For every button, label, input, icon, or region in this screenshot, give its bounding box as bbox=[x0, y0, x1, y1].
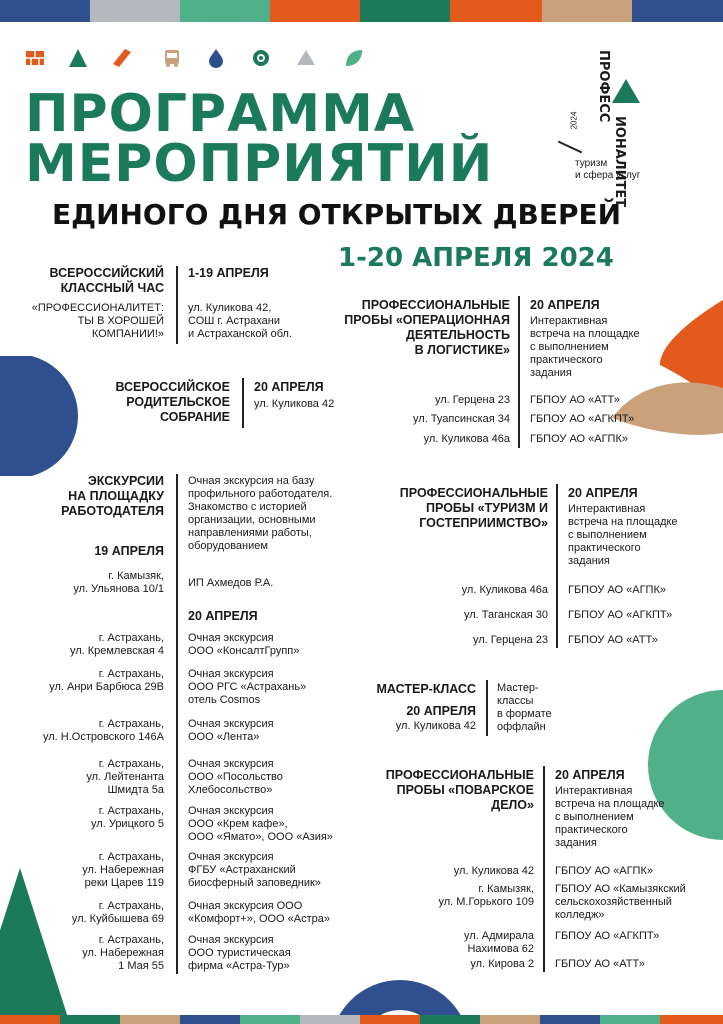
bus-icon bbox=[162, 48, 182, 68]
tourism-d2: встреча на площадке bbox=[568, 516, 678, 528]
target-icon bbox=[251, 48, 271, 68]
logistics-d5: задания bbox=[530, 367, 572, 379]
excursions-i4: организации, основными bbox=[188, 514, 316, 526]
class-hour-heading bbox=[10, 266, 164, 296]
cooking-addr-2a: г. Камызяк, bbox=[478, 883, 534, 895]
excursion-address-line: ул. Кремлевская 4 bbox=[69, 645, 164, 657]
brand-year: 2024 bbox=[569, 111, 579, 130]
title-line1: ПРОГРАММА bbox=[25, 84, 416, 144]
class-hour-sub2: ТЫ В ХОРОШЕЙ bbox=[77, 315, 164, 327]
excursions-h2: НА ПЛОЩАДКУ bbox=[68, 489, 164, 503]
logistics-addr-3: ул. Куликова 46а bbox=[423, 433, 510, 445]
master-date: 20 АПРЕЛЯ bbox=[406, 704, 476, 718]
excursion-address-line: ул. Н.Островского 146А bbox=[42, 731, 164, 743]
cooking-heading bbox=[340, 768, 534, 813]
tourism-addr-1: ул. Куликова 46а bbox=[461, 584, 548, 596]
excursion-org-line: Очная экскурсия bbox=[188, 934, 274, 946]
excursions-addr0 bbox=[10, 570, 164, 596]
tourism-d1: Интерактивная bbox=[568, 503, 646, 515]
logistics-h2: ПРОБЫ «ОПЕРАЦИОННАЯ bbox=[344, 313, 510, 327]
excursion-org-line: Очная экскурсия bbox=[188, 668, 274, 680]
excursion-address-line: ул. Анри Барбюса 29В bbox=[49, 681, 164, 693]
excursion-address-line: г. Астрахань, bbox=[98, 718, 164, 730]
ruler-icon bbox=[112, 48, 132, 68]
excursion-address bbox=[10, 758, 164, 797]
tan-leaf bbox=[612, 378, 723, 438]
cooking-addr-1: ул. Куликова 42 bbox=[453, 865, 534, 877]
excursions-org0: ИП Ахмедов Р.А. bbox=[188, 577, 274, 589]
excursions-heading bbox=[10, 474, 164, 519]
brand-tag2: и сфера услуг bbox=[575, 170, 641, 181]
cooking-org-1: ГБПОУ АО «АГПК» bbox=[555, 865, 653, 877]
excursions-date1: 19 АПРЕЛЯ bbox=[94, 544, 164, 558]
cooking-addr-3b: Нахимова 62 bbox=[467, 943, 534, 955]
cooking-addr-4: ул. Кирова 2 bbox=[470, 958, 534, 970]
excursion-address-line: г. Астрахань, bbox=[98, 900, 164, 912]
excursions-i3: Знакомство с историей bbox=[188, 501, 307, 513]
excursion-address-line: ул. Куйбышева 69 bbox=[71, 913, 164, 925]
excursions-addr0-b: ул. Ульянова 10/1 bbox=[73, 583, 164, 595]
cooking-org-2b: сельскохозяйственный bbox=[555, 896, 672, 908]
excursion-address-line: 1 Мая 55 bbox=[118, 960, 164, 972]
excursions-i1: Очная экскурсия на базу bbox=[188, 475, 315, 487]
tourism-date: 20 АПРЕЛЯ bbox=[568, 486, 638, 500]
excursion-address-line: г. Астрахань, bbox=[98, 632, 164, 644]
parent-date: 20 АПРЕЛЯ bbox=[254, 380, 324, 394]
logistics-d3: с выполнением bbox=[530, 341, 609, 353]
logistics-desc bbox=[530, 315, 640, 380]
logistics-h1: ПРОФЕССИОНАЛЬНЫЕ bbox=[361, 298, 510, 312]
parent-h1: ВСЕРОССИЙСКОЕ bbox=[115, 380, 230, 394]
cooking-org-2a: ГБПОУ АО «Камызякский bbox=[555, 883, 686, 895]
excursion-address bbox=[10, 668, 164, 694]
brand-line2: ИОНАЛИТЕТ bbox=[612, 116, 627, 208]
class-hour-sub3: КОМПАНИИ!» bbox=[91, 328, 164, 340]
excursion-address-line: ул. Набережная bbox=[82, 864, 164, 876]
class-hour-p2: СОШ г. Астрахани bbox=[188, 315, 281, 327]
cooking-divider bbox=[543, 766, 545, 972]
tourism-desc bbox=[568, 503, 678, 568]
excursion-organization bbox=[188, 805, 333, 844]
excursion-org-line: ООО «Ямато», ООО «Азия» bbox=[188, 831, 333, 843]
tourism-org-1: ГБПОУ АО «АГПК» bbox=[568, 584, 666, 596]
master-d4: оффлайн bbox=[497, 721, 546, 733]
brick-icon bbox=[25, 48, 45, 68]
cooking-org-2 bbox=[555, 883, 686, 922]
master-d2: классы bbox=[497, 695, 534, 707]
tourism-d4: практического bbox=[568, 542, 641, 554]
excursion-org-line: «Комфорт+», ООО «Астра» bbox=[188, 913, 331, 925]
excursion-address-line: ул. Урицкого 5 bbox=[91, 818, 164, 830]
excursion-address-line: г. Астрахань, bbox=[98, 805, 164, 817]
logistics-org-3: ГБПОУ АО «АГПК» bbox=[530, 433, 628, 445]
excursion-address-line: г. Астрахань, bbox=[98, 934, 164, 946]
excursion-address-line: г. Астрахань, bbox=[98, 668, 164, 680]
cooking-h2: ПРОБЫ «ПОВАРСКОЕ bbox=[396, 783, 534, 797]
excursions-i2: профильного работодателя. bbox=[188, 488, 333, 500]
class-hour-p1: ул. Куликова 42, bbox=[188, 302, 272, 314]
excursion-address bbox=[10, 934, 164, 973]
excursion-organization bbox=[188, 632, 299, 658]
excursions-intro bbox=[188, 475, 332, 553]
logistics-org-2: ГБПОУ АО «АГКПТ» bbox=[530, 413, 635, 425]
cooking-d3: с выполнением bbox=[555, 811, 634, 823]
master-desc bbox=[497, 682, 552, 734]
excursion-org-line: ООО «Крем кафе», bbox=[188, 818, 288, 830]
class-hour-date: 1-19 АПРЕЛЯ bbox=[188, 266, 269, 280]
tourism-h1: ПРОФЕССИОНАЛЬНЫЕ bbox=[399, 486, 548, 500]
class-hour-h1: ВСЕРОССИЙСКИЙ bbox=[49, 266, 164, 280]
tourism-addr-3: ул. Герцена 23 bbox=[472, 634, 548, 646]
excursion-address-line: г. Астрахань, bbox=[98, 758, 164, 770]
parent-divider bbox=[242, 378, 244, 428]
excursion-organization bbox=[188, 758, 283, 797]
excursion-org-line: Очная экскурсия bbox=[188, 718, 274, 730]
excursions-h3: РАБОТОДАТЕЛЯ bbox=[61, 504, 164, 518]
title-dates: 1-20 АПРЕЛЯ 2024 bbox=[338, 243, 614, 273]
cooking-d5: задания bbox=[555, 837, 597, 849]
tourism-d5: задания bbox=[568, 555, 610, 567]
leaf-icon bbox=[344, 48, 364, 68]
drop-icon bbox=[206, 48, 226, 68]
logistics-d2: встреча на площадке bbox=[530, 328, 640, 340]
tourism-h3: ГОСТЕПРИИМСТВО» bbox=[419, 516, 548, 530]
excursion-address-line: г. Астрахань, bbox=[98, 851, 164, 863]
logistics-addr-1: ул. Герцена 23 bbox=[434, 394, 510, 406]
logistics-d4: практического bbox=[530, 354, 603, 366]
logistics-addr-2: ул. Туапсинская 34 bbox=[413, 413, 510, 425]
excursions-divider bbox=[176, 474, 178, 974]
master-divider bbox=[486, 680, 488, 736]
excursion-org-line: ООО «Лента» bbox=[188, 731, 260, 743]
excursion-org-line: ООО РГС «Астрахань» bbox=[188, 681, 307, 693]
excursions-i5: направлениями работы, bbox=[188, 527, 312, 539]
excursion-address bbox=[10, 805, 164, 831]
brand-tag1: туризм bbox=[575, 158, 608, 169]
tourism-divider bbox=[556, 484, 558, 648]
logistics-date: 20 АПРЕЛЯ bbox=[530, 298, 600, 312]
logistics-h3: ДЕЯТЕЛЬНОСТЬ bbox=[405, 328, 510, 342]
excursion-organization bbox=[188, 851, 321, 890]
parent-h2: РОДИТЕЛЬСКОЕ bbox=[126, 395, 230, 409]
excursion-org-line: Очная экскурсия bbox=[188, 851, 274, 863]
brand-tent-icon bbox=[611, 78, 641, 104]
logistics-heading bbox=[318, 298, 510, 358]
excursion-org-line: Хлебосольство» bbox=[188, 784, 273, 796]
excursion-address-line: Шмидта 5а bbox=[107, 784, 164, 796]
excursions-date2: 20 АПРЕЛЯ bbox=[188, 609, 258, 623]
class-hour-p3: и Астраханской обл. bbox=[188, 328, 293, 340]
cooking-h3: ДЕЛО» bbox=[491, 798, 534, 812]
title-line2: МЕРОПРИЯТИЙ bbox=[25, 134, 494, 194]
excursion-address bbox=[10, 900, 164, 926]
excursion-org-line: отель Cosmos bbox=[188, 694, 261, 706]
excursion-org-line: Очная экскурсия bbox=[188, 805, 274, 817]
excursion-org-line: Очная экскурсия bbox=[188, 758, 274, 770]
cooking-date: 20 АПРЕЛЯ bbox=[555, 768, 625, 782]
cooking-addr-3 bbox=[354, 930, 534, 956]
class-hour-sub1: «ПРОФЕССИОНАЛИТЕТ: bbox=[31, 302, 164, 314]
excursions-i6: оборудованием bbox=[188, 540, 268, 552]
excursion-organization bbox=[188, 900, 330, 926]
excursion-address bbox=[10, 718, 164, 744]
excursion-organization bbox=[188, 668, 306, 707]
class-hour-divider bbox=[176, 266, 178, 344]
excursion-org-line: ООО «Посольство bbox=[188, 771, 283, 783]
logistics-d1: Интерактивная bbox=[530, 315, 608, 327]
logistics-divider bbox=[518, 296, 520, 448]
cooking-org-3: ГБПОУ АО «АГКПТ» bbox=[555, 930, 660, 942]
excursion-org-line: ООО туристическая bbox=[188, 947, 291, 959]
parent-h3: СОБРАНИЕ bbox=[159, 410, 230, 424]
excursions-h1: ЭКСКУРСИИ bbox=[87, 474, 164, 488]
tourism-heading bbox=[356, 486, 548, 531]
cooking-d2: встреча на площадке bbox=[555, 798, 665, 810]
logistics-org-1: ГБПОУ АО «АТТ» bbox=[530, 394, 620, 406]
excursion-org-line: Очная экскурсия bbox=[188, 632, 274, 644]
cooking-addr-2 bbox=[354, 883, 534, 909]
excursion-address-line: ул. Набережная bbox=[82, 947, 164, 959]
cooking-org-2c: колледж» bbox=[555, 909, 605, 921]
parent-place: ул. Куликова 42 bbox=[254, 398, 335, 410]
master-heading: МАСТЕР-КЛАСС bbox=[376, 682, 476, 696]
tent-icon bbox=[68, 48, 88, 68]
brand-tagline bbox=[575, 158, 640, 182]
excursion-organization bbox=[188, 718, 274, 744]
cooking-desc bbox=[555, 785, 665, 850]
excursion-organization bbox=[188, 934, 291, 973]
excursion-org-line: фирма «Астра-Тур» bbox=[188, 960, 290, 972]
class-hour-h2: КЛАССНЫЙ ЧАС bbox=[60, 281, 164, 295]
cooking-org-4: ГБПОУ АО «АТТ» bbox=[555, 958, 645, 970]
cooking-addr-3a: ул. Адмирала bbox=[463, 930, 534, 942]
mountain-icon bbox=[296, 48, 316, 68]
class-hour-place bbox=[188, 302, 292, 341]
excursion-address-line: реки Царев 119 bbox=[84, 877, 164, 889]
master-d3: в формате bbox=[497, 708, 552, 720]
title-line3: ЕДИНОГО ДНЯ ОТКРЫТЫХ ДВЕРЕЙ bbox=[52, 198, 622, 231]
tourism-org-3: ГБПОУ АО «АТТ» bbox=[568, 634, 658, 646]
excursion-org-line: Очная экскурсия ООО bbox=[188, 900, 303, 912]
logistics-h4: В ЛОГИСТИКЕ» bbox=[414, 343, 510, 357]
excursions-addr0-a: г. Камызяк, bbox=[108, 570, 164, 582]
tourism-h2: ПРОБЫ «ТУРИЗМ И bbox=[426, 501, 548, 515]
cooking-h1: ПРОФЕССИОНАЛЬНЫЕ bbox=[385, 768, 534, 782]
excursion-address bbox=[10, 851, 164, 890]
master-place: ул. Куликова 42 bbox=[395, 720, 476, 732]
excursion-org-line: ФГБУ «Астраханский bbox=[188, 864, 296, 876]
class-hour-sub bbox=[10, 302, 164, 341]
tourism-addr-2: ул. Таганская 30 bbox=[463, 609, 548, 621]
excursion-org-line: ООО «КонсалтГрупп» bbox=[188, 645, 300, 657]
cooking-d1: Интерактивная bbox=[555, 785, 633, 797]
tourism-d3: с выполнением bbox=[568, 529, 647, 541]
tourism-org-2: ГБПОУ АО «АГКПТ» bbox=[568, 609, 673, 621]
cooking-d4: практического bbox=[555, 824, 628, 836]
master-d1: Мастер- bbox=[497, 682, 539, 694]
excursion-address-line: ул. Лейтенанта bbox=[86, 771, 164, 783]
excursion-org-line: биосферный заповедник» bbox=[188, 877, 321, 889]
excursion-address bbox=[10, 632, 164, 658]
cooking-addr-2b: ул. М.Горького 109 bbox=[438, 896, 534, 908]
navy-half-circle bbox=[0, 356, 80, 476]
parent-meeting-heading bbox=[80, 380, 230, 425]
brand-line1: ПРОФЕСС bbox=[596, 50, 611, 123]
